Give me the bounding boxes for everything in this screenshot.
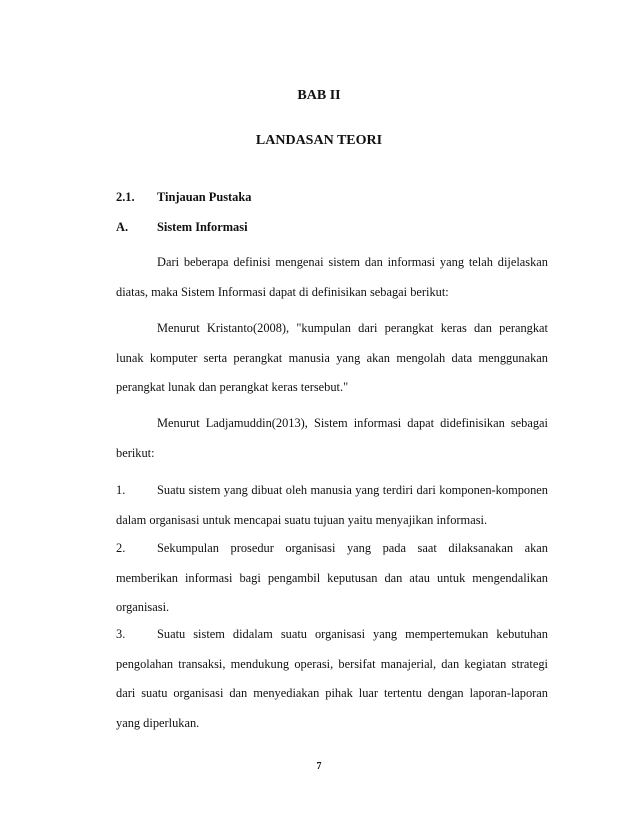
paragraph-kristanto: Menurut Kristanto(2008), "kumpulan dari perangkat keras dan perangkat lunak komputer serta perangkat manusia yang akan mengolah data menggunakan perangkat lunak dan perangkat keras tersebut." <box>116 321 548 394</box>
chapter-number: BAB II <box>297 88 341 103</box>
list-item <box>116 620 548 738</box>
list-item-text: Suatu sistem yang dibuat oleh manusia yang terdiri dari komponen-komponen dalam organisasi untuk mencapai suatu tujuan yaitu menyajikan informasi. <box>116 483 548 527</box>
page-number: 7 <box>316 761 322 772</box>
paragraph-definition-intro: Dari beberapa definisi mengenai sistem dan informasi yang telah dijelaskan diatas, maka Sistem Informasi dapat di definisikan sebagai berikut: <box>116 255 548 299</box>
chapter-title: LANDASAN TEORI <box>255 133 383 148</box>
list-item-number: 1. <box>116 483 126 497</box>
list-item-number: 2. <box>116 541 126 555</box>
list-item-number: 3. <box>116 627 126 641</box>
list-item <box>116 534 548 623</box>
section-number: 2.1. <box>116 190 135 204</box>
subsection-title: Sistem Informasi <box>157 220 248 234</box>
paragraph-ladjamuddin: Menurut Ladjamuddin(2013), Sistem informasi dapat didefinisikan sebagai berikut: <box>116 416 548 460</box>
subsection-number: A. <box>116 220 129 234</box>
section-title: Tinjauan Pustaka <box>157 190 252 204</box>
list-item-text: Suatu sistem didalam suatu organisasi yang mempertemukan kebutuhan pengolahan transaksi, mendukung operasi, bersifat manajerial, dan kegiatan strategi dari suatu organisasi dan menyediakan pihak luar tertentu dengan laporan-laporan yang diperlukan. <box>116 627 548 730</box>
list-item <box>116 476 548 535</box>
list-item-text: Sekumpulan prosedur organisasi yang pada saat dilaksanakan akan memberikan informasi bagi pengambil keputusan dan atau untuk mengendalikan organisasi. <box>116 541 548 614</box>
